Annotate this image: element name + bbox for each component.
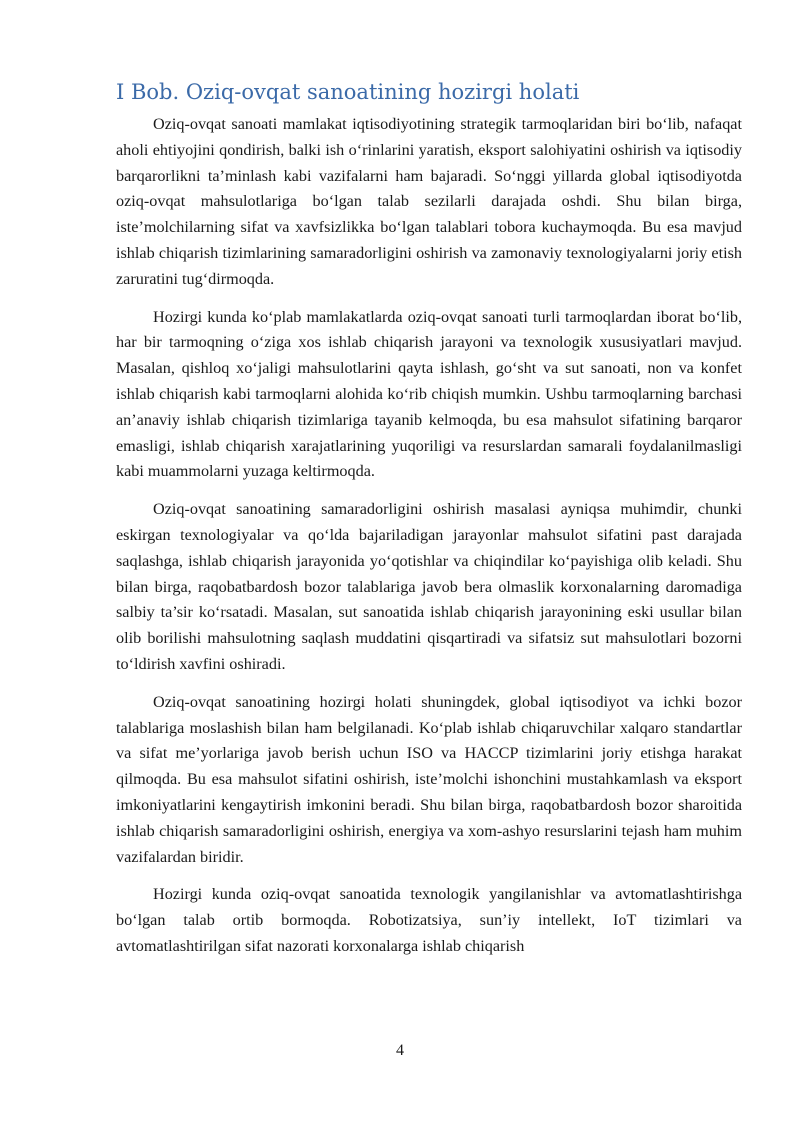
body-paragraph-3: Oziq-ovqat sanoatining samaradorligini oshirish masalasi ayniqsa muhimdir, chunki eskirgan texnologiyalar va qo‘lda bajariladigan jarayonlar mahsulot sifatini past darajada saqlashga, ishlab chiqarish jarayonida yo‘qotishlar va chiqindilar ko‘payishiga olib keladi. Shu bilan birga, raqobatbardosh bozor talablariga javob bera olmaslik korxonalarning daromadiga salbiy ta’sir ko‘rsatadi. Masalan, sut sanoatida ishlab chiqarish jarayonining eski usullar bilan olib borilishi mahsulotning saqlash muddatini qisqartiradi va sifatsiz sut mahsulotlari bozorni to‘ldirish xavfini oshiradi. (116, 500, 742, 673)
body-paragraph-5: Hozirgi kunda oziq-ovqat sanoatida texnologik yangilanishlar va avtomatlashtirishga bo‘lgan talab ortib bormoqda. Robotizatsiya, sun’iy intellekt, IoT tizimlari va avtomatlashtirilgan sifat nazorati korxonalarga ishlab chiqarish (116, 885, 742, 955)
chapter-heading: I Bob. Oziq-ovqat sanoatining hozirgi holati (116, 80, 580, 104)
body-paragraph-2: Hozirgi kunda ko‘plab mamlakatlarda oziq-ovqat sanoati turli tarmoqlardan iborat bo‘lib, har bir tarmoqning o‘ziga xos ishlab chiqarish jarayoni va texnologik xususiyatlari mavjud. Masalan, qishloq xo‘jaligi mahsulotlarini qayta ishlash, go‘sht va sut sanoati, non va konfet ishlab chiqarish kabi tarmoqlarni alohida ko‘rib chiqish mumkin. Ushbu tarmoqlarning barchasi an’anaviy ishlab chiqarish tizimlariga tayanib kelmoqda, bu esa mahsulot sifatining barqaror emasligi, ishlab chiqarish xarajatlarining yuqoriligi va resurslardan samarali foydalanilmasligi kabi muammolarni yuzaga keltirmoqda. (116, 307, 742, 481)
body-paragraph-4: Oziq-ovqat sanoatining hozirgi holati shuningdek, global iqtisodiyot va ichki bozor talablariga moslashish bilan ham belgilanadi. Ko‘plab ishlab chiqaruvchilar xalqaro standartlar va sifat me’yorlariga javob berish uchun ISO va HACCP tizimlarini joriy etishga harakat qilmoqda. Bu esa mahsulot sifatini oshirish, iste’molchi ishonchini mustahkamlash va eksport imkoniyatlarini kengaytirish imkonini beradi. Shu bilan birga, raqobatbardosh bozor sharoitida ishlab chiqarish samaradorligini oshirish, energiya va xom-ashyo resurslarini tejash ham muhim vazifalardan biridir. (116, 692, 742, 866)
body-paragraph-1: Oziq-ovqat sanoati mamlakat iqtisodiyotining strategik tarmoqlaridan biri bo‘lib, nafaqat aholi ehtiyojini qondirish, balki ish o‘rinlarini yaratish, eksport salohiyatini oshirish va iqtisodiy barqarorlikni ta’minlash kabi vazifalarni ham bajaradi. So‘nggi yillarda global iqtisodiyotda oziq-ovqat mahsulotlariga bo‘lgan talab sezilarli darajada oshdi. Shu bilan birga, iste’molchilarning sifat va xavfsizlikka bo‘lgan talablari tobora kuchaymoqda. Bu esa mavjud ishlab chiqarish tizimlarining samaradorligini oshirish va zamonaviy texnologiyalarni joriy etish zaruratini tug‘dirmoqda. (116, 115, 742, 288)
page-content (116, 78, 742, 972)
page-number: 4 (396, 1042, 404, 1059)
